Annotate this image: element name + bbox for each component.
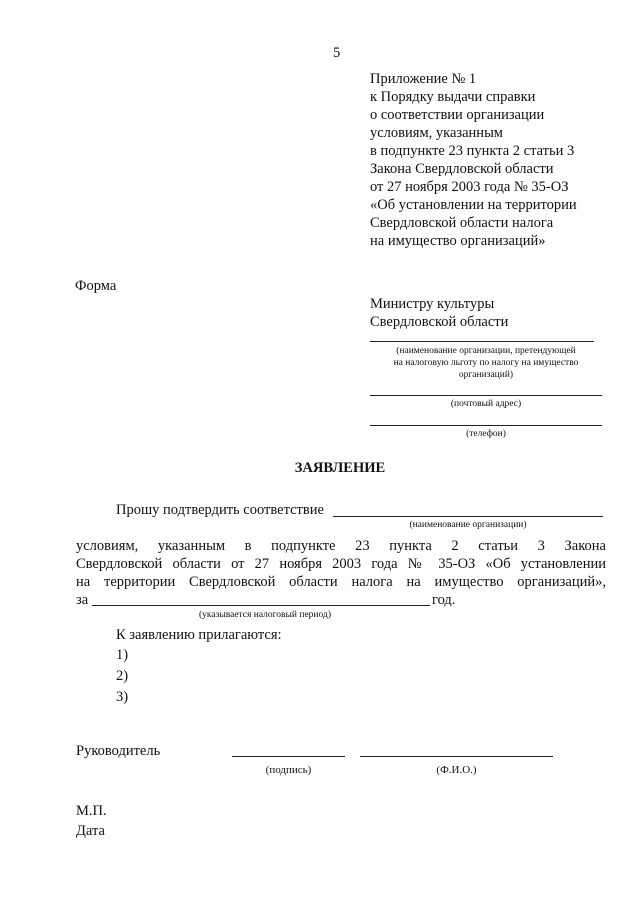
appendix-line: в подпункте 23 пункта 2 статьи 3: [370, 143, 575, 159]
god-text: год.: [432, 592, 456, 608]
body-line-3: на территории Свердловской области налога на имущество организаций»,: [76, 574, 606, 590]
za-text: за: [76, 592, 89, 608]
addressee-line-2: Свердловской области: [370, 314, 509, 330]
period-caption: (указывается налоговый период): [199, 610, 331, 620]
appendix-line: о соответствии организации: [370, 107, 545, 123]
name-blank-line: [360, 756, 553, 757]
form-label: Форма: [75, 278, 117, 294]
request-text: Прошу подтвердить соответствие: [116, 502, 324, 518]
appendix-line: на имущество организаций»: [370, 233, 546, 249]
appendix-line: Закона Свердловской области: [370, 161, 554, 177]
appendix-line: к Порядку выдачи справки: [370, 89, 536, 105]
address-caption: (почтовый адрес): [450, 399, 522, 409]
appendix-line: условиям, указанным: [370, 125, 503, 141]
phone-caption: (телефон): [466, 429, 506, 439]
addressee-line-1: Министру культуры: [370, 296, 495, 312]
stamp-label: М.П.: [76, 803, 107, 819]
org-caption-line: организаций): [458, 370, 514, 380]
org-caption: [370, 345, 602, 381]
attachments-label: К заявлению прилагаются:: [116, 627, 282, 643]
org-name-caption: (наименование организации): [409, 520, 527, 530]
head-label: Руководитель: [76, 743, 161, 759]
address-blank-line: [370, 395, 602, 396]
body-line-1: условиям, указанным в подпункте 23 пункта 2 статьи 3 Закона: [76, 538, 606, 554]
date-label: Дата: [76, 823, 105, 839]
org-caption-line: (наименование организации, претендующей: [396, 346, 576, 356]
signature-blank-line: [232, 756, 345, 757]
attachment-item: 2): [116, 668, 129, 684]
body-line-2: Свердловской области от 27 ноября 2003 года № 35-ОЗ «Об установлении: [76, 556, 606, 572]
attachment-item: 1): [116, 647, 129, 663]
name-caption: (Ф.И.О.): [436, 764, 477, 776]
period-blank-line: [92, 605, 430, 606]
appendix-line: от 27 ноября 2003 года № 35-ОЗ: [370, 179, 569, 195]
document-title: ЗАЯВЛЕНИЕ: [294, 460, 386, 476]
attachment-item: 3): [116, 689, 129, 705]
phone-blank-line: [370, 425, 602, 426]
appendix-line: Приложение № 1: [370, 71, 477, 87]
org-name-blank-line: [370, 341, 594, 342]
org-name-request-blank-line: [333, 516, 603, 517]
appendix-block: [370, 70, 577, 250]
page-number: 5: [333, 45, 341, 61]
signature-caption: (подпись): [265, 764, 312, 776]
appendix-line: «Об установлении на территории: [370, 197, 577, 213]
org-caption-line: на налоговую льготу по налогу на имущество: [393, 358, 579, 368]
appendix-line: Свердловской области налога: [370, 215, 554, 231]
